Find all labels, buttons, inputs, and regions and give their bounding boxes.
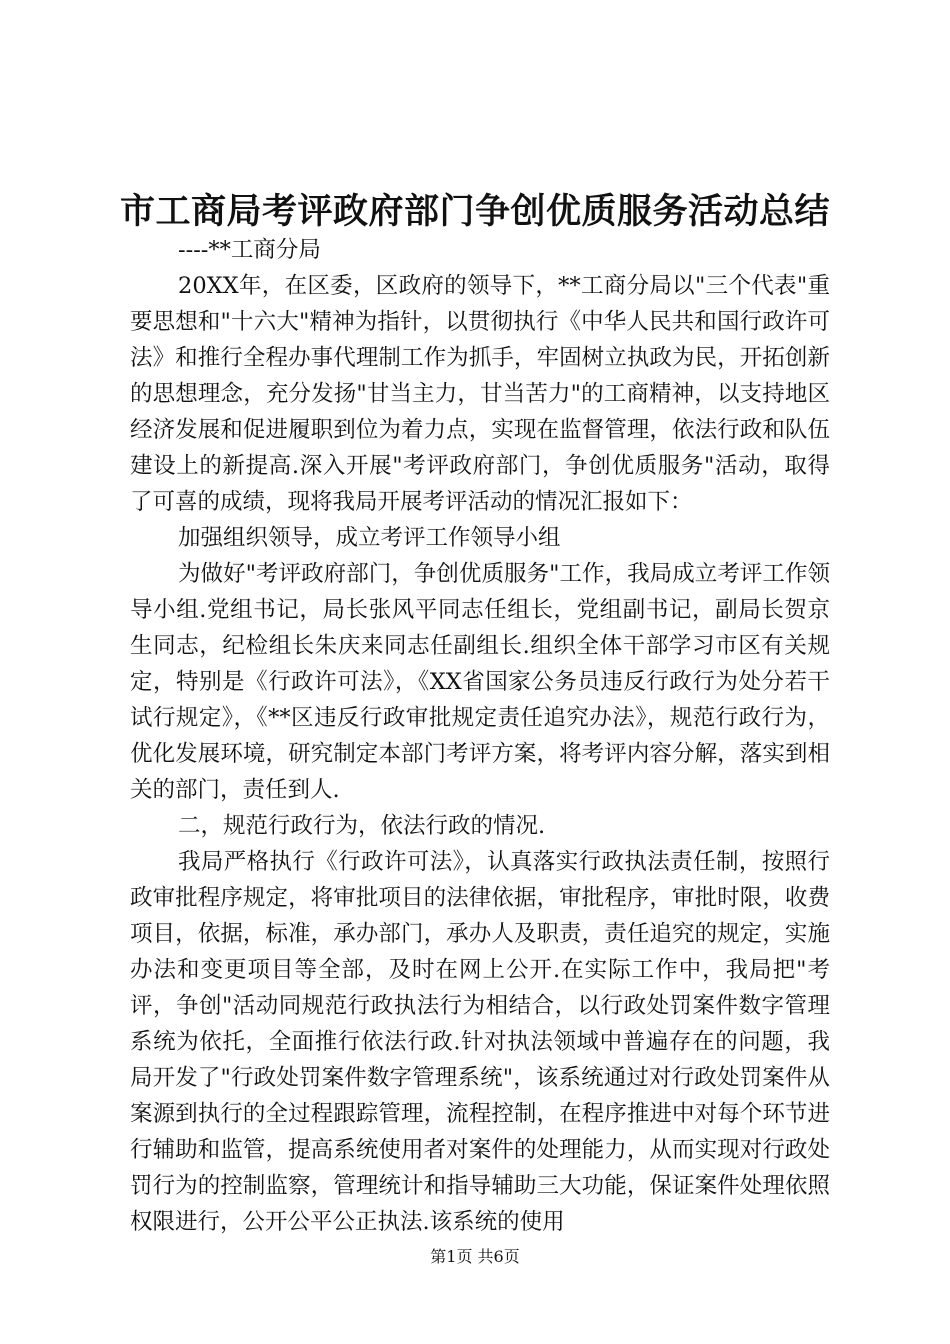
document-title: 市工商局考评政府部门争创优质服务活动总结	[119, 191, 830, 232]
document-subtitle: ----**工商分局	[178, 237, 321, 263]
paragraph-section-2: 我局严格执行《行政许可法》，认真落实行政执法责任制，按照行政审批程序规定，将审批项目的法律依据，审批程序，审批时限，收费项目，依据，标准，承办部门，承办人及职责，责任追究的规定，实施办法和变更项目等全部，及时在网上公开.在实际工作中，我局把"考评，争创"活动同规范行政执法行为相结合，以行政处罚案件数字管理系统为依托，全面推行依法行政.针对执法领域中普遍存在的问题，我局开发了"行政处罚案件数字管理系统"，该系统通过对行政处罚案件从案源到执行的全过程跟踪管理，流程控制，在程序推进中对每个环节进行辅助和监管，提高系统使用者对案件的处理能力，从而实现对行政处罚行为的控制监察，管理统计和指导辅助三大功能，保证案件处理依照权限进行，公开公平公正执法.该系统的使用	[130, 849, 830, 1235]
section-heading-2: 二，规范行政行为，依法行政的情况.	[178, 813, 546, 839]
page-number-footer: 第1页 共6页	[430, 1247, 520, 1266]
paragraph-section-1: 为做好"考评政府部门，争创优质服务"工作，我局成立考评工作领导小组.党组书记，局长张风平同志任组长，党组副书记，副局长贺京生同志，纪检组长朱庆来同志任副组长.组织全体干部学习市区有关规定，特别是《行政许可法》，《XX省国家公务员违反行政行为处分若干试行规定》，《**区违反行政审批规定责任追究办法》，规范行政行为，优化发展环境，研究制定本部门考评方案，将考评内容分解，落实到相关的部门，责任到人.	[130, 561, 830, 803]
paragraph-intro: 20XX年，在区委，区政府的领导下，**工商分局以"三个代表"重要思想和"十六大"精神为指针，以贯彻执行《中华人民共和国行政许可法》和推行全程办事代理制工作为抓手，牢固树立执政为民，开拓创新的思想理念，充分发扬"甘当主力，甘当苦力"的工商精神，以支持地区经济发展和促进履职到位为着力点，实现在监督管理，依法行政和队伍建设上的新提高.深入开展"考评政府部门，争创优质服务"活动，取得了可喜的成绩，现将我局开展考评活动的情况汇报如下：	[130, 273, 830, 515]
document-body	[130, 232, 830, 1240]
section-heading-1: 加强组织领导，成立考评工作领导小组	[178, 525, 561, 551]
